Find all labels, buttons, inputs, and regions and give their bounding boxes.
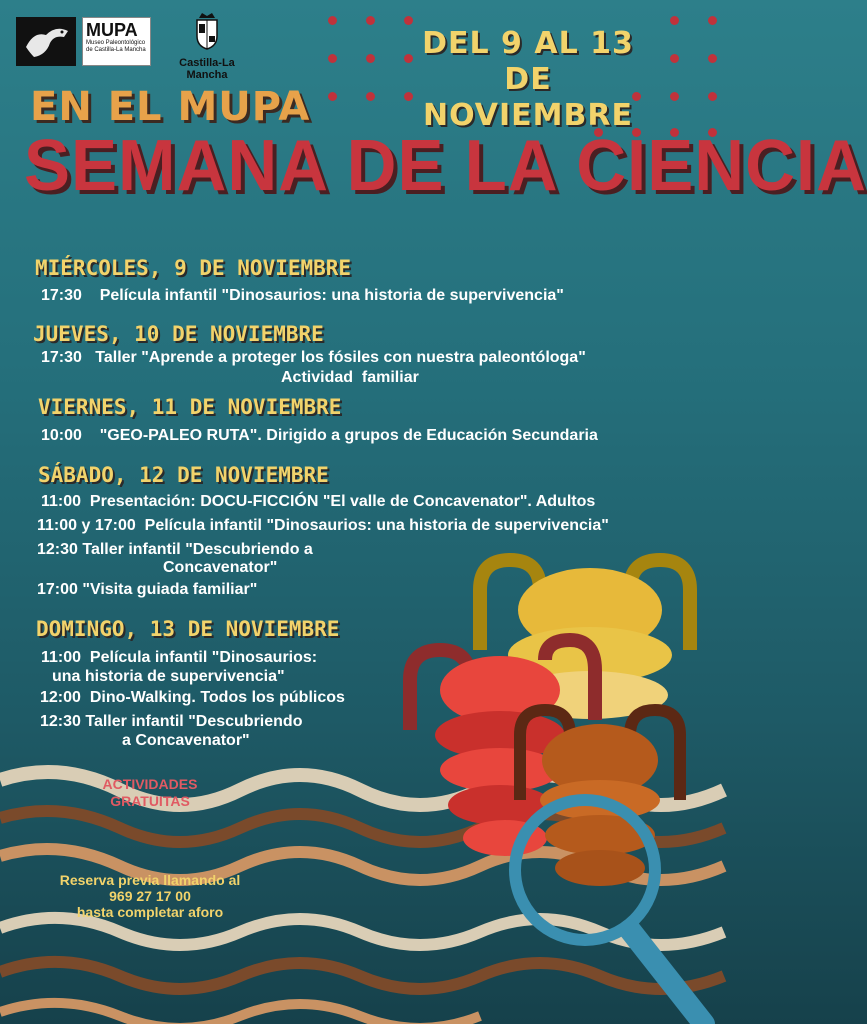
- wave-5: [0, 962, 724, 989]
- event-friday-1: 10:00 "GEO-PALEO RUTA". Dirigido a grupos de Educación Secundaria: [41, 427, 598, 444]
- day-saturday: SÁBADO, 12 DE NOVIEMBRE: [38, 463, 329, 487]
- event-saturday-1: 11:00 Presentación: DOCU-FICCIÓN "El valle de Concavenator". Adultos: [41, 493, 596, 510]
- mupa-logo-subtitle-2: de Castilla-La Mancha: [86, 47, 146, 53]
- event-sunday-3: 12:00 Dino-Walking. Todos los públicos: [40, 689, 345, 706]
- free-activities-line-1: ACTIVIDADES: [102, 776, 198, 792]
- event-thursday-1: 17:30 Taller "Aprende a proteger los fósiles con nuestra paleontóloga": [41, 349, 586, 366]
- reservation-line-1: Reserva previa llamando al: [59, 872, 241, 888]
- event-saturday-3: 12:30 Taller infantil "Descubriendo a: [37, 541, 313, 558]
- day-thursday: JUEVES, 10 DE NOVIEMBRE: [33, 322, 324, 346]
- wave-6: [0, 1003, 480, 1024]
- event-saturday-4: Concavenator": [163, 559, 278, 576]
- title-pre: EN EL MUPA: [30, 84, 311, 130]
- reservation-phone: 969 27 17 00: [109, 888, 191, 904]
- day-friday: VIERNES, 11 DE NOVIEMBRE: [38, 395, 342, 419]
- event-sunday-1: 11:00 Película infantil "Dinosaurios:: [41, 649, 318, 666]
- free-activities-line-2: GRATUITAS: [110, 793, 190, 809]
- event-thursday-2: Actividad familiar: [281, 369, 419, 386]
- event-saturday-5: 17:00 "Visita guiada familiar": [37, 581, 258, 598]
- event-sunday-2: una historia de supervivencia": [52, 668, 285, 685]
- reservation-line-3: hasta completar aforo: [76, 904, 224, 920]
- page-title: SEMANA DE LA CIENCIA: [24, 124, 867, 206]
- day-sunday: DOMINGO, 13 DE NOVIEMBRE: [36, 617, 340, 641]
- day-wednesday: MIÉRCOLES, 9 DE NOVIEMBRE: [35, 256, 352, 280]
- event-saturday-2: 11:00 y 17:00 Película infantil "Dinosaurios: una historia de supervivencia": [37, 517, 609, 534]
- event-dates-line-1: DEL 9 AL 13 DE: [422, 26, 634, 97]
- region-logo-label: Castilla-La Mancha: [179, 57, 235, 81]
- free-activities: [80, 776, 220, 810]
- mupa-logo-name: MUPA: [86, 20, 138, 40]
- event-sunday-4: 12:30 Taller infantil "Descubriendo: [40, 713, 303, 730]
- mupa-logo-subtitle-1: Museo Paleontológico: [86, 40, 146, 46]
- event-sunday-5: a Concavenator": [122, 732, 250, 749]
- event-dates-line-2: NOVIEMBRE: [423, 98, 633, 133]
- reservation-info: [30, 872, 270, 920]
- event-wednesday-1: 17:30 Película infantil "Dinosaurios: una historia de supervivencia": [41, 287, 564, 304]
